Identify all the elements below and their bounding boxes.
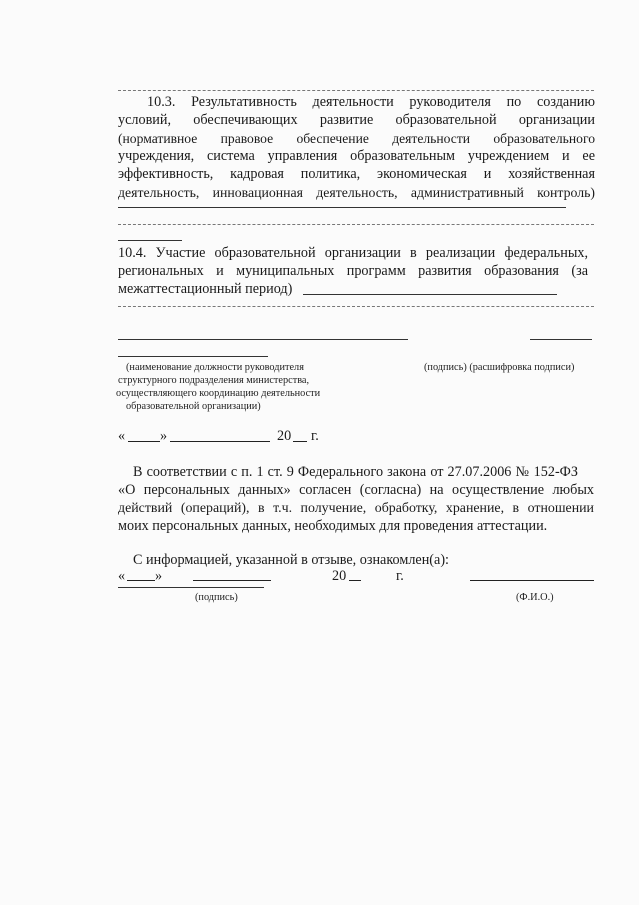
ack-fio-caption: (Ф.И.О.): [516, 592, 554, 603]
section-10-3-line-5: эффективность, кадровая политика, экономическая и хозяйственная: [118, 166, 595, 182]
consent-line-2: «О персональных данных» согласен (согласна) на осуществление любых: [118, 482, 594, 498]
consent-line-3: действий (операций), в т.ч. получение, обработку, хранение, в отношении: [118, 501, 594, 516]
ack-month-blank: [193, 580, 271, 581]
section-10-4-line-2: региональных и муниципальных программ развития образования (за: [118, 263, 588, 279]
section-10-3-answer-line-2: [118, 224, 594, 225]
section-10-3-answer-line-1: [118, 207, 566, 208]
date-day-blank: [128, 441, 160, 442]
section-10-4-answer-line-2-right: [530, 339, 592, 340]
ack-open-quote: «: [118, 568, 126, 584]
ack-signature-caption: (подпись): [195, 592, 238, 603]
position-caption-line-3: осуществляющего координацию деятельности: [116, 388, 321, 399]
section-10-3-line-1: 10.3. Результативность деятельности руководителя по созданию: [147, 94, 595, 110]
ack-year-blank: [349, 580, 361, 581]
consent-line-1: В соответствии с п. 1 ст. 9 Федерального закона от 27.07.2006 № 152-ФЗ: [133, 464, 578, 480]
date-month-blank: [170, 441, 270, 442]
date-open-quote: «: [118, 428, 126, 444]
acknowledgement-text: С информацией, указанной в отзыве, ознакомлен(а):: [133, 552, 449, 568]
section-10-3-answer-short: [118, 240, 182, 241]
date-year-prefix: 20: [277, 428, 292, 444]
section-10-4-line-3: межаттестационный период): [118, 281, 293, 297]
section-10-4-line-1: 10.4. Участие образовательной организации в реализации федеральных,: [118, 245, 588, 261]
ack-day-blank: [127, 580, 155, 581]
position-caption-line-4: образовательной организации): [126, 401, 261, 412]
ack-close-quote: »: [155, 568, 163, 584]
top-separator: [118, 90, 594, 91]
ack-year-prefix: 20: [332, 568, 347, 584]
section-10-4-answer-inline: [303, 294, 557, 295]
position-caption-line-1: (наименование должности руководителя: [126, 362, 304, 373]
consent-line-4: моих персональных данных, необходимых для проведения аттестации.: [118, 518, 548, 534]
section-10-4-answer-line-1: [118, 306, 594, 307]
section-10-3-line-2: условий, обеспечивающих развитие образовательной организации: [118, 112, 595, 128]
date-year-suffix: г.: [311, 428, 319, 444]
section-10-3-line-3: (нормативное правовое обеспечение деятельности образовательного: [118, 131, 595, 146]
date-year-blank: [293, 441, 307, 442]
signature-caption: (подпись) (расшифровка подписи): [424, 362, 575, 373]
ack-year-suffix: г.: [396, 568, 404, 584]
section-10-4-answer-line-2: [118, 339, 408, 340]
section-10-3-line-4: учреждения, система управления образовательным учреждением и ее: [118, 148, 595, 164]
position-caption-line-2: структурного подразделения министерства,: [118, 375, 310, 386]
section-10-3-line-6: деятельность, инновационная деятельность, административный контроль): [118, 185, 595, 200]
date-close-quote: »: [160, 428, 168, 444]
ack-signature-line: [118, 587, 264, 588]
ack-fio-blank: [470, 580, 594, 581]
position-signature-line: [118, 356, 268, 357]
